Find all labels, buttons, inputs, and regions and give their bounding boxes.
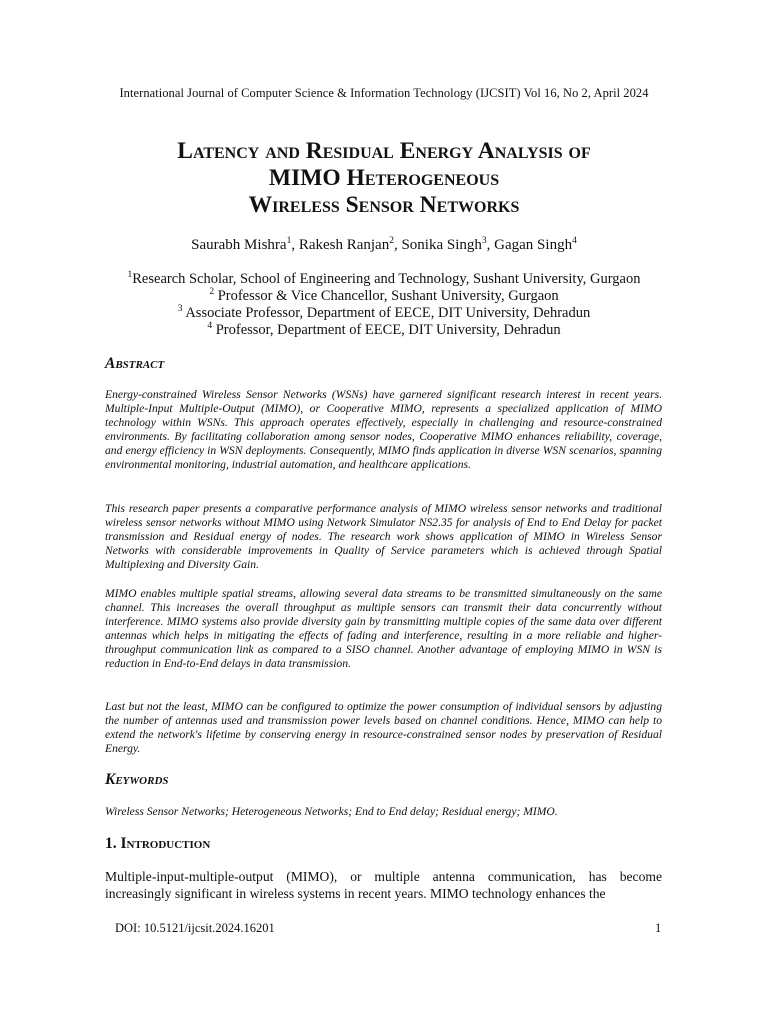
affiliation [0, 305, 768, 322]
keywords-text: Wireless Sensor Networks; Heterogeneous Networks; End to End delay; Residual energy; MIMO. [105, 805, 558, 818]
abstract-paragraph: Energy-constrained Wireless Sensor Networks (WSNs) have garnered significant research interest in recent years. Multiple-Input Multiple-Output (MIMO), or Cooperative MIMO, represents a specialized application of MIMO technology within WSNs. This approach operates effectively, especially in challenging and resource-constrained environments. By facilitating collaboration among sensor nodes, Cooperative MIMO enhances reliability, coverage, and energy efficiency in WSN deployments. Consequently, MIMO finds application in diverse WSN scenarios, spanning environmental monitoring, industrial automation, and healthcare applications. [105, 388, 662, 472]
author-name: Rakesh Ranjan [298, 237, 390, 253]
abstract-paragraph: MIMO enables multiple spatial streams, allowing several data streams to be transmitted simultaneously on the same channel. This increases the overall throughput as multiple sensors can transmit their data concurrently without interference. MIMO systems also provide diversity gain by transmitting multiple copies of the same data over different antennas which helps in mitigating the effects of fading and interference, resulting in a more reliable and higher-throughput communication link as compared to a SISO channel. Another advantage of employing MIMO in WSN is reduction in End-to-End delays in data transmission. [105, 587, 662, 671]
affiliation-text: Professor, Department of EECE, DIT University, Dehradun [212, 322, 561, 338]
title-line-3: Wireless Sensor Networks [248, 192, 520, 218]
page-number: 1 [655, 921, 662, 935]
introduction-text: Multiple-input-multiple-output (MIMO), or multiple antenna communication, has become increasingly significant in wireless systems in recent years. MIMO technology enhances the [105, 869, 662, 901]
affiliation [0, 271, 768, 288]
abstract-heading: Abstract [105, 355, 165, 372]
footer-doi: DOI: 10.5121/ijcsit.2024.16201 [115, 921, 275, 935]
author-separator: , [291, 237, 299, 253]
affiliation-marker: 4 [207, 321, 213, 331]
affiliation-marker: 1 [127, 270, 133, 280]
author-name: Gagan Singh [494, 237, 573, 253]
abstract-paragraph: Last but not the least, MIMO can be configured to optimize the power consumption of individual sensors by adjusting the number of antennas used and transmission power levels based on channel conditions. Hence, MIMO can help to extend the network's lifetime by conserving energy in resource-constrained sensor nodes by preservation of Residual Energy. [105, 700, 662, 756]
author-separator: , [486, 237, 495, 253]
title-line-1: Latency and Residual Energy Analysis of [177, 138, 591, 164]
affiliation-marker: 2 [209, 287, 215, 297]
running-head: International Journal of Computer Science & Information Technology (IJCSIT) Vol 16, No 2, April 2024 [119, 86, 649, 100]
abstract-paragraph: This research paper presents a comparative performance analysis of MIMO wireless sensor networks and traditional wireless sensor networks without MIMO using Network Simulator NS2.35 for analysis of End to End Delay for packet transmission and Residual energy of nodes. The research work shows application of MIMO in Wireless Sensor Networks with considerable improvements in Quality of Service parameters which is achieved through Spatial Multiplexing and Diversity Gain. [105, 502, 662, 572]
author-list [0, 237, 768, 254]
affiliation-text: Research Scholar, School of Engineering and Technology, Sushant University, Gurgaon [132, 271, 641, 287]
paper-title [0, 138, 768, 219]
affiliation-list [0, 271, 768, 339]
affiliation [0, 322, 768, 339]
author-affiliation-marker: 1 [286, 236, 292, 246]
author-affiliation-marker: 4 [572, 236, 577, 246]
affiliation-text: Professor & Vice Chancellor, Sushant University, Gurgaon [214, 288, 559, 304]
introduction-heading: 1. Introduction [105, 835, 211, 852]
title-line-2: MIMO Heterogeneous [268, 165, 500, 191]
affiliation-marker: 3 [177, 304, 183, 314]
author-affiliation-marker: 2 [389, 236, 394, 246]
author-affiliation-marker: 3 [481, 236, 487, 246]
keywords-heading: Keywords [105, 771, 169, 788]
affiliation [0, 288, 768, 305]
affiliation-text: Associate Professor, Department of EECE, DIT University, Dehradun [182, 305, 591, 321]
author-name: Saurabh Mishra [191, 237, 287, 253]
author-name: Sonika Singh [401, 237, 482, 253]
author-separator: , [393, 237, 402, 253]
